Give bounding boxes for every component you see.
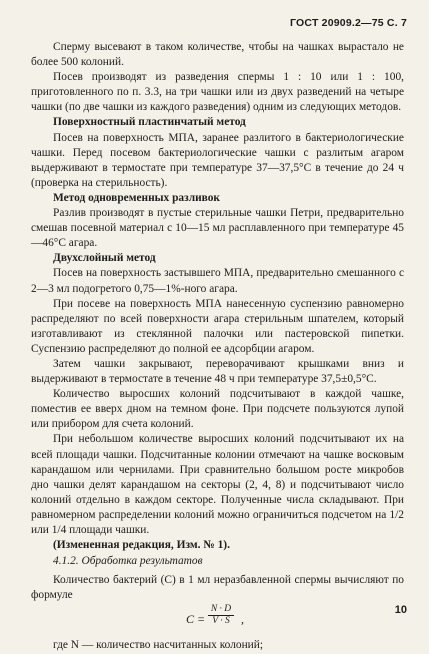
document-body <box>31 40 404 654</box>
formula-numerator: N · D <box>208 604 234 616</box>
section-heading: Поверхностный пластинчатый метод <box>53 116 246 129</box>
formula-tail: , <box>241 612 244 627</box>
formula-lhs: С = <box>186 612 206 627</box>
paragraph: Количество бактерий (С) в 1 мл неразбавленной спермы вычисляют по формуле <box>31 574 404 602</box>
formula-fraction <box>208 604 234 627</box>
paragraph: При посеве на поверхность МПА нанесенную суспензию равномерно распределяют по всей поверхности агара стерильным шпателем, который изготавливают из стеклянной палочки или пастеровской пипетки. Суспензию распределяют до полной ее адсорбции агаром. <box>31 297 404 355</box>
subsection-title: 4.1.2. Обработка результатов <box>53 555 203 568</box>
formula <box>31 604 404 634</box>
paragraph: При небольшом количестве выросших колоний подсчитывают их на всей площади чашки. Подсчитанные колонии отмечают на чашке восковым карандашом или чернилами. При сравнительно большом росте микробов дно чашки делят карандашом на секторы (2, 4, 8) и подсчитывают число колоний отдельно в каждом секторе. Полученные числа складывают. При равномерном распределении колоний можно ограничиться подсчетом на 1/2 или 1/4 площади чашки. <box>31 433 404 536</box>
amendment-note: (Измененная редакция, Изм. № 1). <box>53 539 230 552</box>
paragraph: Посев производят из разведения спермы 1 : 10 или 1 : 100, приготовленного по п. 3.3, на три чашки или из двух разведений на четыре чашки (по две чашки из каждого разведения) одним из следующих методов. <box>31 71 404 114</box>
paragraph: Затем чашки закрывают, переворачивают крышками вниз и выдерживают в термостате в течение 48 ч при температуре 37,5±0,5°С. <box>31 357 404 386</box>
paragraph: Посев на поверхность МПА, заранее разлитого в бактериологические чашки. Перед посевом бактериологические чашки с разлитым агаром выдерживают в термостате при температуре 37—37,5°С в течение до 24 ч (проверка на стерильность). <box>31 131 404 189</box>
paragraph: Сперму высевают в таком количестве, чтобы на чашках вырастало не более 500 колоний. <box>31 41 404 69</box>
formula-legend: где N — количество насчитанных колоний; <box>53 639 264 652</box>
paragraph: Разлив производят в пустые стерильные чашки Петри, предварительно смешав посевной материал с 10—15 мл расплавленного при температуре 45—46°С агара. <box>31 207 404 250</box>
paragraph: Посев на поверхность застывшего МПА, предварительно смешанного с 2—3 мл подогретого 0,75—1%-ного агара. <box>31 267 404 295</box>
paragraph: Количество выросших колоний подсчитывают в каждой чашке, поместив ее вверх дном на темном фоне. При подсчете пользуются лупой или прибором для счета колоний. <box>31 388 404 431</box>
formula-denominator: V · S <box>212 616 230 627</box>
section-heading: Метод одновременных разливок <box>53 191 220 204</box>
section-heading: Двухслойный метод <box>53 252 156 265</box>
page-number: 10 <box>394 604 407 616</box>
page-header: ГОСТ 20909.2—75 С. 7 <box>290 17 407 29</box>
